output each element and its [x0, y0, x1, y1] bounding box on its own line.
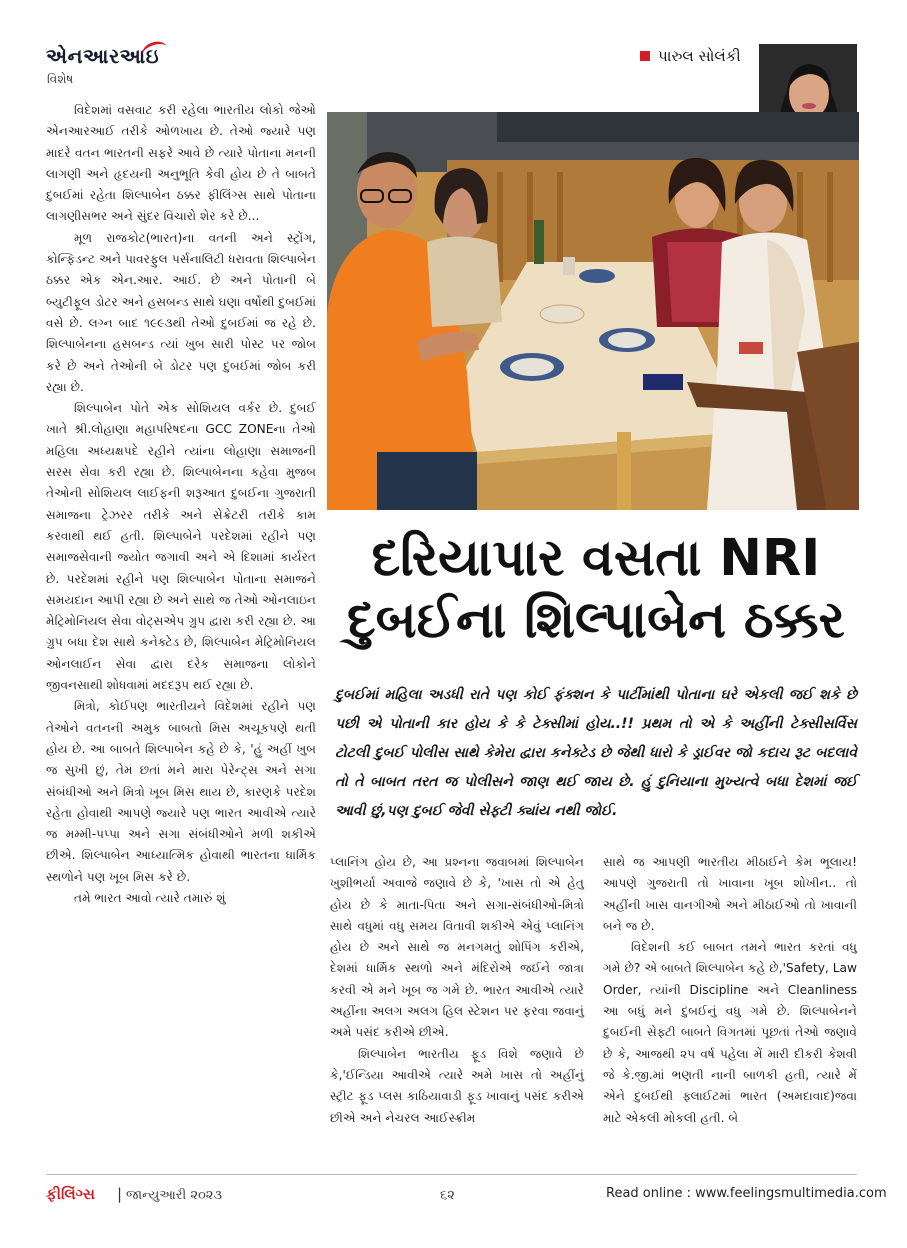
headline-line-2: દુબઈના શિલ્પાબેન ઠક્કર — [347, 591, 845, 650]
paragraph: શિલ્પાબેન પોતે એક સોશિયલ વર્કર છે. દુબઈ ખાતે શ્રી.લોહાણા મહાપરિષદના GCC ZONEના તેઓ મહિલા અધ્યક્ષપદે રહીને ત્યાંના લોહાણા સમાજની સરસ સેવા કરી રહ્યા છે. શિલ્પાબેનના કહેવા મુજબ તેઓની સોશિયલ લાઈફની શરૂઆત દુબઈના ગુજરાતી સમાજના ટ્રેઝરર તરીકે અને સેક્રેટરી તરીકે કામ કરવાથી થઈ હતી. શિલ્પાબેને પરદેશમાં રહીને પણ સમાજસેવાની જ્યોત જગાવી અને એ દિશામાં કાર્યરત છે. પરદેશમાં રહીને પણ શિલ્પાબેન પોતાના સમાજને સમયદાન આપી રહ્યા છે અને સાથે જ તેઓ ઓનલાઇન મેટ્રિમોનિયલ સેવા વોટ્સએપ ગ્રુપ દ્વારા કરી રહ્યા છે. આ ગ્રુપ બધા દેશ સાથે કનેક્ટેડ છે, શિલ્પાબેન મેટ્રિમોનિયલ ઓનલાઈન સેવા દ્વારા દરેક સમાજના લોકોને જીવનસાથી શોધવામાં મદદરૂપ થઈ રહ્યા છે. — [46, 401, 316, 693]
article-headline — [335, 528, 857, 652]
paragraph: મિત્રો, કોઈપણ ભારતીયને વિદેશમાં રહીને પણ તેઓને વતનની અમુક બાબતો મિસ અચૂકપણે થતી હોય છે. આ બાબતે શિલ્પાબેન કહે છે કે, 'હું અહીં ખુબ જ સુખી છું, તેમ છતાં મને મારા પેરેન્ટ્સ અને સગા સંબંધીઓ અને મિત્રો ખૂબ મિસ થાય છે, કારણકે પરદેશ રહેતા હોવાથી આપણે જ્યારે પણ ભારત આવીએ ત્યારે જ મમ્મી-પપ્પા અને સગા સંબંધીઓને મળી શકીએ છીએ. શિલ્પાબેન આધ્યાત્મિક હોવાથી ભારતના ધાર્મિક સ્થળોને પણ ખૂબ મિસ કરે છે. — [46, 699, 316, 884]
paragraph: પ્લાનિંગ હોય છે, આ પ્રશ્નના જવાબમાં શિલ્પાબેન ખુશીભર્યા અવાજે જણાવે છે કે, 'ખાસ તો એ હેતુ હોય છે કે માતા-પિતા અને સગા-સંબંધીઓ-મિત્રો સાથે વધુમાં વધુ સમય વિતાવી શકીએ એવું પ્લાનિંગ હોય છે અને સાથે જ મનગમતું શોપિંગ કરીએ, દેશમાં ધાર્મિક સ્થળો અને મંદિરોએ જઈને જાત્રા કરવી એ મને ખૂબ જ ગમે છે. ભારત આવીએ ત્યારે અહીંના અલગ અલગ હિલ સ્ટેશન પર ફરવા જવાનું અમે પસંદ કરીએ છીએ. — [330, 855, 584, 1040]
author-name: પારુલ સોલંકી — [658, 47, 741, 65]
paragraph: વિદેશમાં વસવાટ કરી રહેલા ભારતીય લોકો જેઓ એનઆરઆઈ તરીકે ઓળખાય છે. તેઓ જ્યારે પણ માદરે વતન ભારતની સફરે આવે છે ત્યારે પોતાના મનની લાગણી અને હૃદયની અનુભૂતિ કેવી હોય છે તે બાબતે દુબઈમાં રહેતા શિલ્પાબેન ઠક્કર ફીલિંગ્સ સાથે પોતાના લાગણીસભર અને સુંદર વિચારો શેર કરે છે... — [46, 103, 316, 224]
article-column-1 — [46, 100, 316, 909]
red-square-icon — [640, 51, 650, 61]
footer-separator: | — [117, 1185, 123, 1203]
section-subtitle: વિશેષ — [47, 72, 74, 86]
paragraph: વિદેશની કઈ બાબત તમને ભારત કરતાં વધુ ગમે છે? એ બાબતે શિલ્પાબેન કહે છે,'Safety, Law Order, ત્યાંની Discipline અને Cleanliness આ બધું મને દુબઈનું વધુ ગમે છે. શિલ્પાબેનને દુબઈની સેફ્ટી બાબતે વિગતમાં પૂછતાં તેઓ જણાવે છે કે, આજથી ૨૫ વર્ષ પહેલા મેં મારી દીકરી કેશવી જે કે.જી.માં ભણતી નાની બાળકી હતી, ત્યારે મેં એને દુબઈથી ફ્લાઈટમાં ભારત (અમદાવાદ)જવા માટે એકલી મોકલી હતી. બે — [603, 940, 857, 1125]
issue-date: જાન્યુઆરી ૨૦૨૩ — [126, 1188, 223, 1203]
article-intro: દુબઈમાં મહિલા અડધી રાતે પણ કોઈ ફંક્શન કે પાર્ટીમાંથી પોતાના ઘરે એકલી જઈ શકે છે પછી એ પોતાની કાર હોય કે કે ટેક્સીમાં હોય..!! પ્રથમ તો એ કે અહીંની ટેક્સીસર્વિસ ટોટલી દુબઈ પોલીસ સાથે કેમેરા દ્વારા કનેક્ટેડ છે જેથી ધારો કે ડ્રાઈવર જો કદાચ રૂટ બદલાવે તો તે બાબત તરત જ પોલીસને જાણ થઈ જાય છે. હું દુનિયાના મુખ્યત્વે બધા દેશમાં જઈ આવી છું,પણ દુબઈ જેવી સેફ્ટી ક્યાંય નથી જોઈ. — [335, 687, 857, 819]
family-dinner-photo — [327, 112, 859, 510]
section-brand: એનઆરઆઇ — [46, 44, 160, 68]
website-link[interactable]: Read online : www.feelingsmultimedia.com — [606, 1186, 887, 1201]
paragraph: તમે ભારત આવો ત્યારે તમારું શું — [74, 890, 226, 905]
paragraph: સાથે જ આપણી ભારતીય મીઠાઈને કેમ ભૂલાય! આપણે ગુજરાતી તો ખાવાના ખૂબ શોખીન.. તો અહીંની ખાસ વાનગીઓ અને મીઠાઈઓ તો ખાવાની બને જ છે. — [603, 855, 857, 933]
paragraph: શિલ્પાબેન ભારતીય ફૂડ વિશે જણાવે છે કે,'ઈન્ડિયા આવીએ ત્યારે અમે ખાસ તો અહીંનું સ્ટ્રીટ ફૂડ પ્લસ કાઠિયાવાડી ફૂડ ખાવાનું પસંદ કરીએ છીએ અને નેચરલ આઈસ્ક્રીમ — [330, 1046, 584, 1125]
brand-swoosh-icon — [140, 38, 171, 64]
footer-divider — [46, 1174, 857, 1175]
paragraph: મૂળ રાજકોટ(ભારત)ના વતની અને સ્ટ્રોંગ, કોન્ફિડન્ટ અને પાવરફુલ પર્સનાલિટી ધરાવતા શિલ્પાબેન ઠક્કર એક એન.આર. આઈ. છે અને પોતાની બે બ્યુટીફૂલ ડોટર અને હસબન્ડ સાથે ઘણા વર્ષોથી દુબઈમાં વસે છે. લગ્ન બાદ ૧૯૯૩થી તેઓ દુબઈમાં જ રહે છે. શિલ્પાબેનના હસબન્ડ ત્યાં ખુબ સારી પોસ્ટ પર જોબ કરે છે અને તેઓની બે ડોટર પણ દુબઈમાં જોબ કરી રહ્યા છે. — [46, 230, 316, 394]
article-column-2 — [330, 852, 584, 1129]
magazine-name: ફીલિંગ્સ — [46, 1185, 96, 1203]
article-column-3 — [603, 852, 857, 1129]
page-number: ૬૨ — [440, 1188, 455, 1203]
author-byline — [640, 47, 741, 65]
headline-line-1: દરિયાપાર વસતા NRI — [371, 529, 821, 588]
